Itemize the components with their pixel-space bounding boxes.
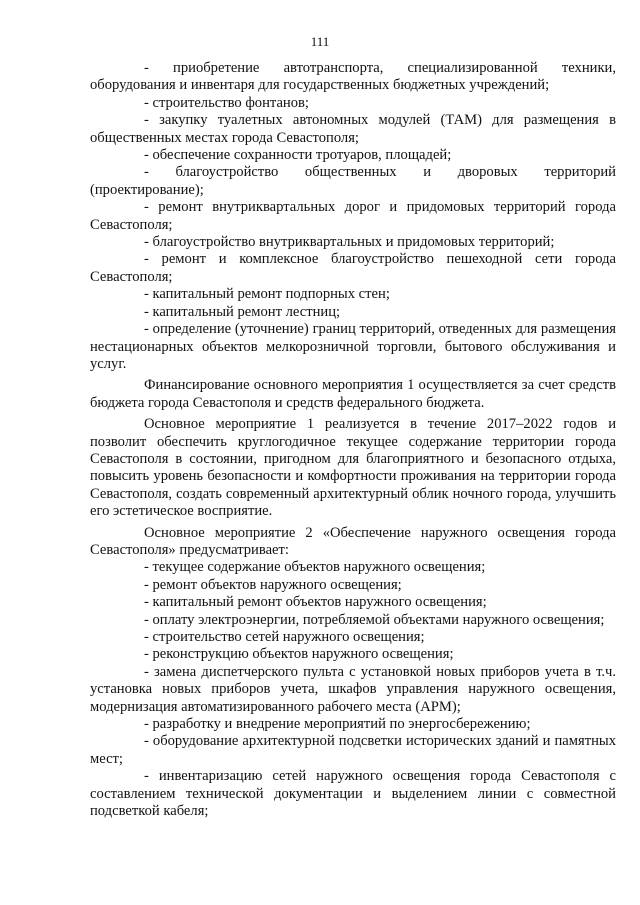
list-item: - капитальный ремонт лестниц; [144,303,341,320]
list-item: - ремонт внутриквартальных дорог и придомовых территорий города Севастополя; [90,199,616,233]
list-item: - замена диспетчерского пульта с установкой новых приборов учета в т.ч. установка новых приборов учета, шкафов управления наружного освещения, модернизация автоматизированного рабочего места (АРМ); [90,663,616,715]
page-number: 111 [310,34,330,49]
list-item: - ремонт и комплексное благоустройство пешеходной сети города Севастополя; [90,251,616,285]
list-item: - текущее содержание объектов наружного освещения; [144,559,486,576]
list-item: - строительство фонтанов; [144,94,309,111]
list-item: - разработку и внедрение мероприятий по энергосбережению; [144,716,531,733]
list-item: - реконструкцию объектов наружного освещения; [144,646,454,663]
list-item: - строительство сетей наружного освещения; [144,629,425,645]
list-item: - капитальный ремонт объектов наружного освещения; [144,594,487,611]
list-item: - капитальный ремонт подпорных стен; [144,286,390,303]
list-item: - благоустройство общественных и дворовых территорий (проектирование); [90,164,616,198]
list-item: - ремонт объектов наружного освещения; [144,576,402,593]
list-item: - обеспечение сохранности тротуаров, площадей; [144,147,452,164]
list-item: - благоустройство внутриквартальных и придомовых территорий; [144,234,555,251]
paragraph: Основное мероприятие 2 «Обеспечение наружного освещения города Севастополя» предусматривает: [90,524,616,558]
list-item: - определение (уточнение) границ территорий, отведенных для размещения нестационарных объектов мелкорозничной торговли, бытового обслуживания и услуг. [90,321,616,372]
list-item: - закупку туалетных автономных модулей (ТАМ) для размещения в общественных местах города Севастополя; [90,112,616,146]
list-item: - оборудование архитектурной подсветки исторических зданий и памятных мест; [90,733,616,767]
list-item: - оплату электроэнергии, потребляемой объектами наружного освещения; [144,611,605,628]
paragraph: Основное мероприятие 1 реализуется в течение 2017–2022 годов и позволит обеспечить круглогодичное текущее содержание территории города Севастополя в состоянии, пригодном для благоприятного и безопасного отдыха, повысить уровень безопасности и комфортности проживания на территории города Севастополя, создать современный архитектурный облик ночного города, улучшить его эстетическое восприятие. [90,416,616,520]
document-body [90,60,616,820]
list-item: - инвентаризацию сетей наружного освещения города Севастополя с составлением технической документации и выделением линии с совместной подсветкой кабеля; [90,768,616,820]
paragraph: Финансирование основного мероприятия 1 осуществляется за счет средств бюджета города Севастополя и средств федерального бюджета. [90,377,616,411]
list-item: - приобретение автотранспорта, специализированной техники, оборудования и инвентаря для государственных бюджетных учреждений; [90,60,616,94]
